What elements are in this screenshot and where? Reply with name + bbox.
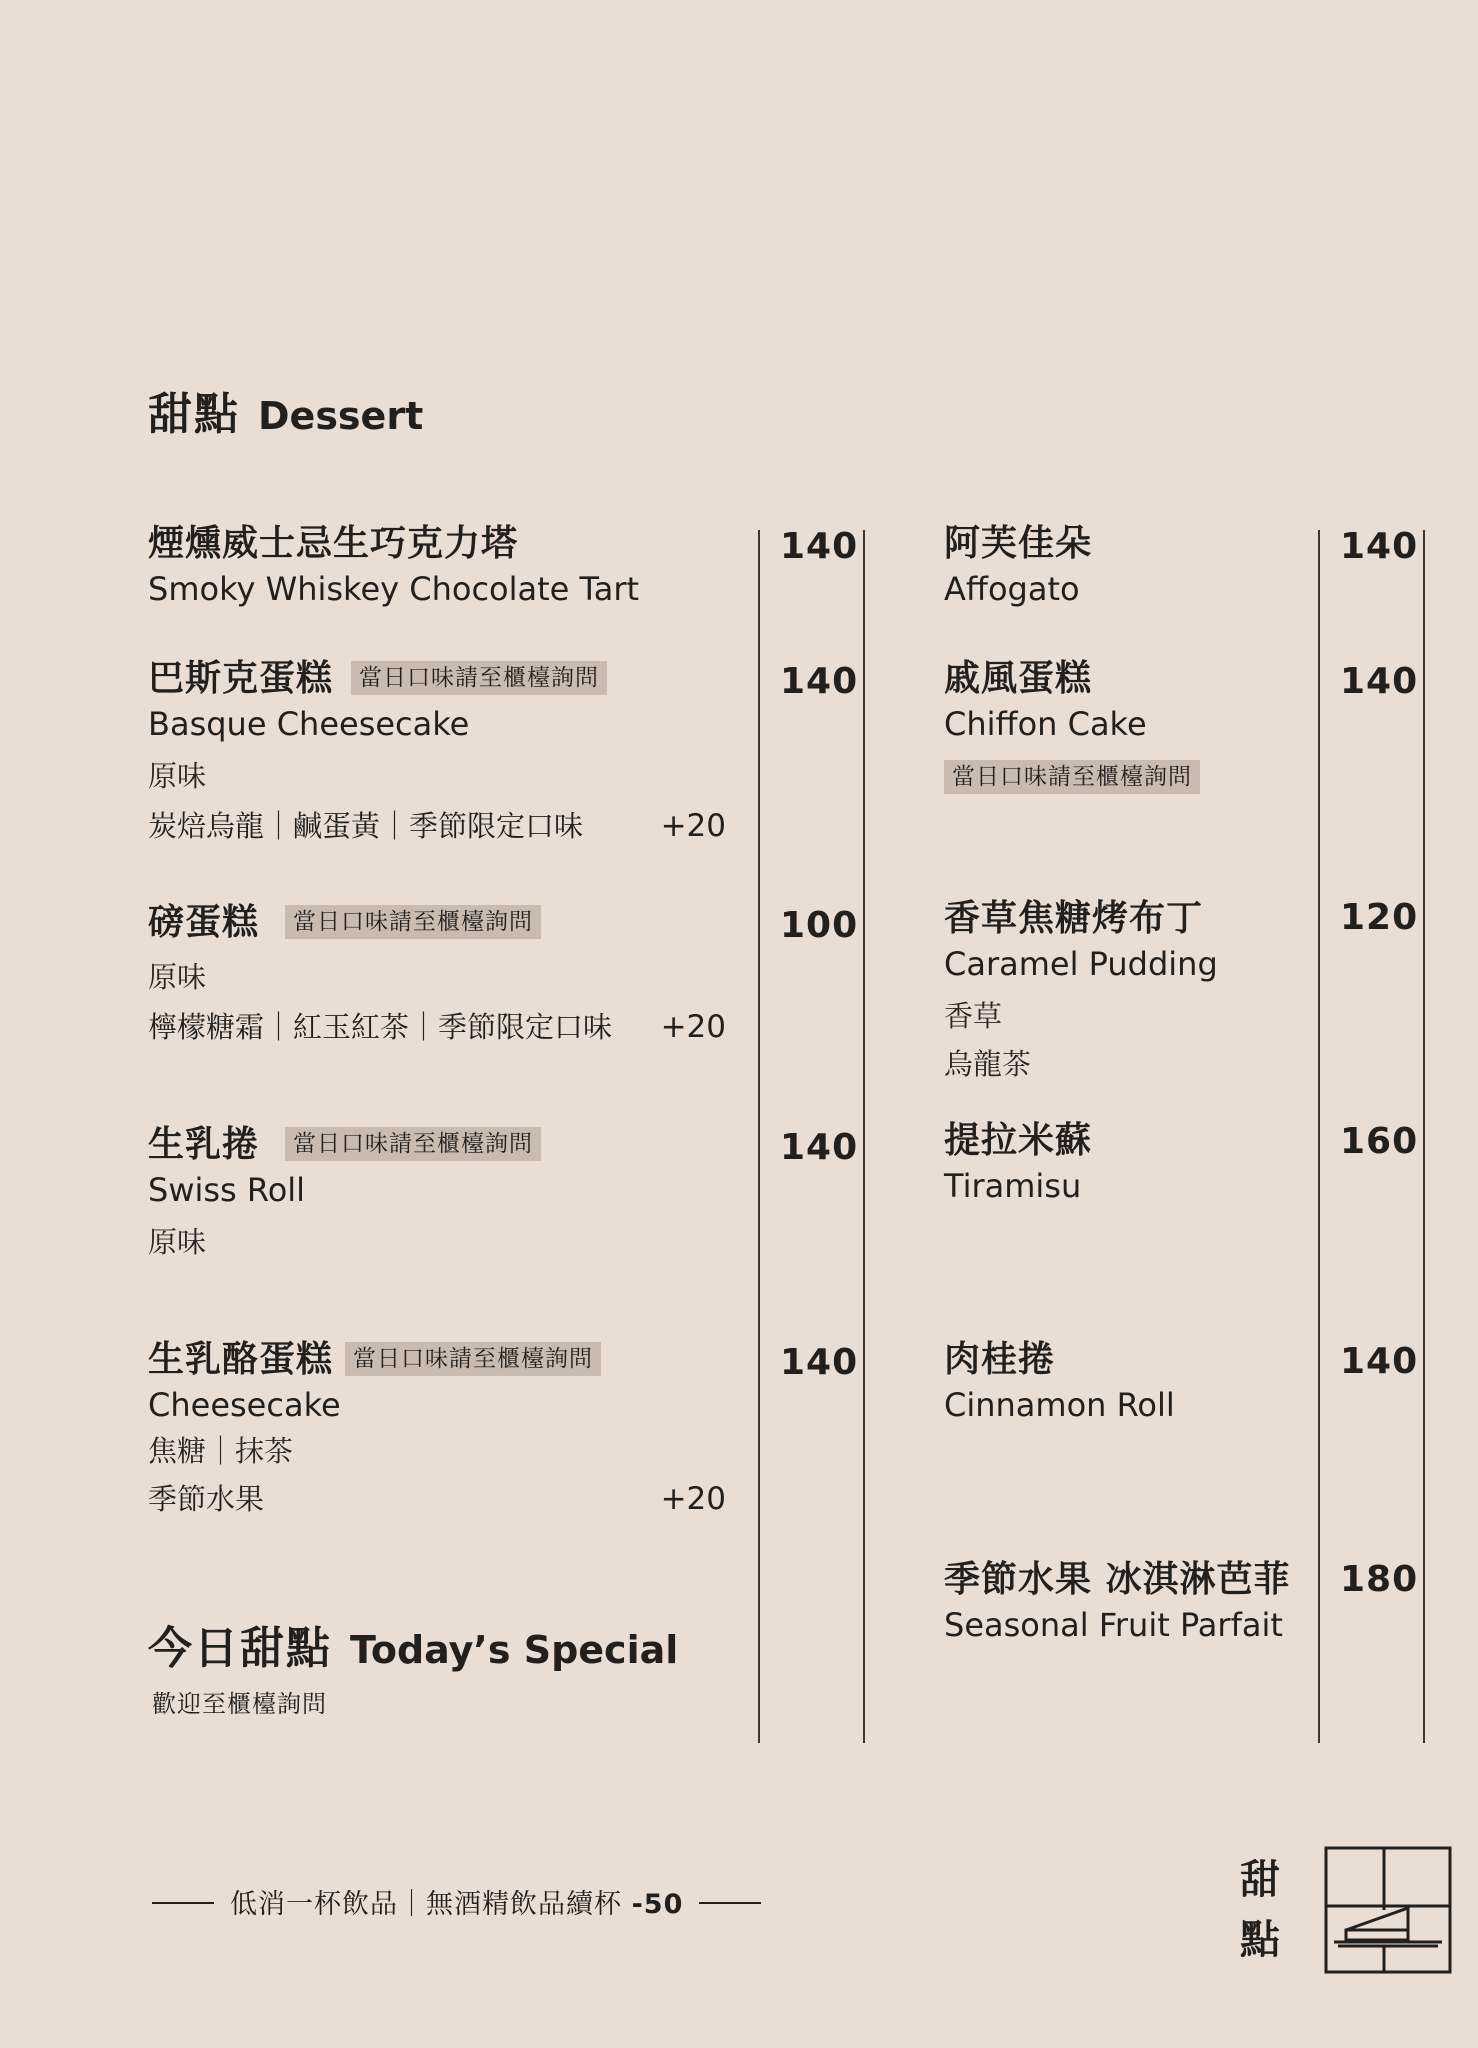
- special-title-en: Today’s Special: [350, 1628, 679, 1672]
- item-option: 原味: [148, 759, 207, 793]
- special-note: 歡迎至櫃檯詢問: [152, 1690, 327, 1718]
- section-mark-char: 甜: [1240, 1856, 1280, 1903]
- item-option: 季節水果: [148, 1482, 265, 1516]
- item-price: 140: [1340, 1341, 1419, 1382]
- flavor-tag: 當日口味請至櫃檯詢問: [351, 661, 607, 695]
- item-name: 季節水果 冰淇淋芭菲: [944, 1559, 1291, 1600]
- menu-item: [148, 1338, 726, 1519]
- page-title-en: Dessert: [258, 394, 424, 438]
- menu-item: [944, 897, 1218, 1084]
- item-price: 140: [780, 526, 859, 567]
- item-option-row: [148, 1479, 726, 1519]
- page-title: [148, 378, 423, 442]
- item-option: 原味: [148, 1225, 207, 1259]
- item-option-row: [148, 1007, 726, 1047]
- flavor-tag: 當日口味請至櫃檯詢問: [285, 905, 541, 939]
- item-name: 巴斯克蛋糕: [148, 658, 334, 699]
- page-title-zh: 甜點: [148, 389, 240, 440]
- divider-line: [758, 530, 760, 1743]
- item-name: 肉桂捲: [944, 1339, 1056, 1380]
- item-option-row: [148, 806, 726, 846]
- item-price: 140: [1340, 526, 1419, 567]
- menu-item: [148, 522, 639, 611]
- footer-amount: -50: [631, 1889, 684, 1920]
- todays-special-title: [148, 1612, 678, 1676]
- item-price: 180: [1340, 1559, 1419, 1600]
- item-name: 生乳捲: [148, 1124, 260, 1165]
- divider-line: [863, 530, 865, 1743]
- item-name: 煙燻威士忌生巧克力塔: [148, 523, 519, 564]
- item-name-en: Basque Cheesecake: [148, 705, 470, 743]
- item-name: 提拉米蘇: [944, 1120, 1093, 1161]
- menu-item: [944, 657, 1200, 794]
- item-name-en: Cinnamon Roll: [944, 1386, 1175, 1424]
- item-price: 140: [780, 1342, 859, 1383]
- menu-item: [944, 522, 1092, 611]
- item-option: 香草: [944, 999, 1003, 1033]
- footer-dash-left: [152, 1902, 214, 1904]
- item-option: 炭焙烏龍｜鹹蛋黃｜季節限定口味: [148, 809, 584, 843]
- item-name-en: Seasonal Fruit Parfait: [944, 1606, 1283, 1644]
- addon-price: +20: [660, 1009, 726, 1045]
- flavor-tag: 當日口味請至櫃檯詢問: [944, 760, 1200, 794]
- item-price: 160: [1340, 1121, 1419, 1162]
- section-mark-char: 點: [1240, 1916, 1280, 1963]
- item-name-en: Caramel Pudding: [944, 945, 1218, 983]
- divider-line: [1318, 530, 1320, 1743]
- item-option: 烏龍茶: [944, 1047, 1032, 1081]
- item-name-row: [148, 1123, 541, 1167]
- item-name-en: Swiss Roll: [148, 1171, 306, 1209]
- item-option: 原味: [148, 960, 207, 994]
- cake-slice-icon: [1324, 1846, 1452, 1974]
- menu-item: [944, 1119, 1092, 1208]
- flavor-tag: 當日口味請至櫃檯詢問: [285, 1127, 541, 1161]
- item-price: 140: [780, 661, 859, 702]
- item-option: 檸檬糖霜｜紅玉紅茶｜季節限定口味: [148, 1010, 613, 1044]
- flavor-tag: 當日口味請至櫃檯詢問: [345, 1342, 601, 1376]
- item-price: 120: [1340, 897, 1419, 938]
- menu-item: [148, 1123, 541, 1262]
- item-name-en: Tiramisu: [944, 1167, 1082, 1205]
- item-price: 100: [780, 905, 859, 946]
- item-name: 香草焦糖烤布丁: [944, 898, 1204, 939]
- item-name-en: Chiffon Cake: [944, 705, 1147, 743]
- item-name: 磅蛋糕: [148, 902, 260, 943]
- item-name-en: Affogato: [944, 570, 1080, 608]
- item-price: 140: [1340, 661, 1419, 702]
- item-name: 生乳酪蛋糕: [148, 1339, 334, 1380]
- item-name-en: Cheesecake: [148, 1386, 341, 1424]
- menu-item: [944, 1558, 1291, 1647]
- menu-item: [148, 901, 726, 1047]
- divider-line: [1423, 530, 1425, 1743]
- addon-price: +20: [660, 808, 726, 844]
- menu-item: [944, 1338, 1175, 1427]
- item-name: 阿芙佳朵: [944, 523, 1093, 564]
- menu-item: [148, 657, 726, 846]
- special-title-zh: 今日甜點: [148, 1623, 332, 1674]
- footer-text: 低消一杯飲品｜無酒精飲品續杯: [230, 1889, 622, 1920]
- item-name-en: Smoky Whiskey Chocolate Tart: [148, 570, 640, 608]
- item-option: 焦糖｜抹茶: [148, 1434, 294, 1468]
- addon-price: +20: [660, 1481, 726, 1517]
- section-mark: [1238, 1850, 1282, 1970]
- item-price: 140: [780, 1127, 859, 1168]
- minimum-charge-note: [152, 1882, 761, 1921]
- item-name-row: [148, 657, 726, 701]
- item-name-row: [148, 1338, 726, 1382]
- item-name-row: [148, 901, 726, 945]
- item-name: 戚風蛋糕: [944, 658, 1093, 699]
- footer-dash-right: [699, 1902, 761, 1904]
